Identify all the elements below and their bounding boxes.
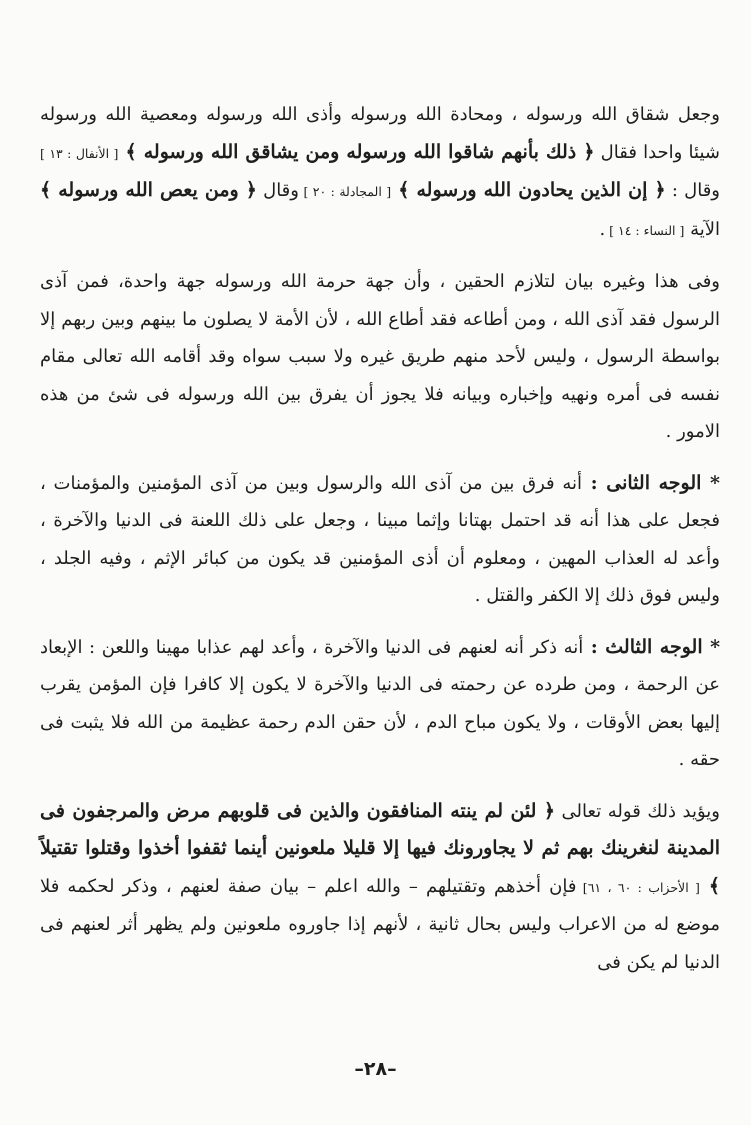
text-run: ويؤيد ذلك قوله تعالى: [555, 800, 721, 822]
verse-reference: [ المجادلة : ٢٠ ]: [298, 184, 392, 199]
text-run: وقال :: [665, 180, 720, 201]
verse-reference: [ الأنفال : ١٣ ]: [40, 145, 119, 161]
page-number: –٢٨–: [354, 1058, 397, 1080]
bold-text: ﴿ ذلك بأنهم شاقوا الله ورسوله ومن يشاقق الله ورسوله ﴾: [118, 140, 595, 163]
bold-text: ﴿ لئن لم ينته المنافقون والذين فى قلوبهم مرض والمرجفون فى المدينة لنغرينك بهم ثم لا يجاورونك فيها إلا قليلا ملعونين أينما ثقفوا أخذوا وقتلوا تقتيلاً ﴾: [40, 799, 721, 897]
text-run: وجعل شقاق الله ورسوله ، ومحادة الله ورسوله وأذى الله ورسوله ومعصية الله ورسوله شيئا واحدا فقال: [40, 104, 720, 163]
verse-reference: [ الأحزاب : ٦٠ ، ٦١]: [576, 879, 700, 895]
text-run: وقال: [256, 180, 299, 201]
body-text: [40, 96, 720, 995]
paragraph: [40, 793, 720, 982]
text-run: .: [599, 218, 606, 240]
text-run: فإن أخذهم وتقتيلهم – والله اعلم – بيان صفة لعنهم ، وذكر لحكمه فلا موضع له من الاعراب وليس بحال ثانية ، لأنهم إذا جاوروه ملعونين ولم يظهر أثر لعنهم فى الدنيا لم يكن فى: [40, 875, 720, 973]
paragraph: [40, 465, 720, 615]
bold-text: * الوجه الثانى :: [582, 471, 720, 494]
text-run: أنه ذكر أنه لعنهم فى الدنيا والآخرة ، وأعد لهم عذابا مهينا واللعن : الإبعاد عن الرحمة ، ومن طرده عن رحمته فى الدنيا والآخرة لا يكون إلا كافرا فإن المؤمن يقرب إليها بعض الأوقات ، ولا يكون مباح الدم ، لأن حقن الدم رحمة عظيمة من الله فلا يثبت فى حقه .: [40, 636, 720, 770]
bold-text: * الوجه الثالث :: [583, 635, 721, 658]
paragraph: [40, 96, 720, 249]
bold-text: ﴿ ومن يعص الله ورسوله ﴾: [40, 179, 257, 201]
text-run: وفى هذا وغيره بيان لتلازم الحقين ، وأن جهة حرمة الله ورسوله جهة واحدة، فمن آذى الرسول فقد آذى الله ، ومن أطاعه فقد أطاع الله ، لأن الأمة لا يصلون ما بينهم وبين ربهم إلا بواسطة الرسول ، وليس لأحد منهم طريق غيره ولا سبب سواه وقد أقامه الله تعالى مقام نفسه فى أمره ونهيه وإخباره وبيانه فلا يجوز أن يفرق بين الله ورسوله فى شئ من هذه الامور .: [40, 271, 720, 442]
text-run: الآية: [684, 218, 720, 240]
bold-text: ﴿ إن الذين يحادون الله ورسوله ﴾: [391, 179, 666, 201]
paragraph: [40, 263, 720, 451]
verse-reference: [ النساء : ١٤ ]: [605, 222, 685, 238]
paragraph: [40, 629, 720, 779]
text-run: أنه فرق بين من آذى الله والرسول وبين من آذى المؤمنين والمؤمنات ، فجعل على هذا أنه قد احتمل بهتانا وإثما مبينا ، وجعل على ذلك اللعنة فى الدنيا والآخرة ، وأعد له العذاب المهين ، ومعلوم أن أذى المؤمنين قد يكون من كبائر الإثم ، وفيه الجلد ، وليس فوق ذلك إلا الكفر والقتل .: [40, 472, 720, 606]
